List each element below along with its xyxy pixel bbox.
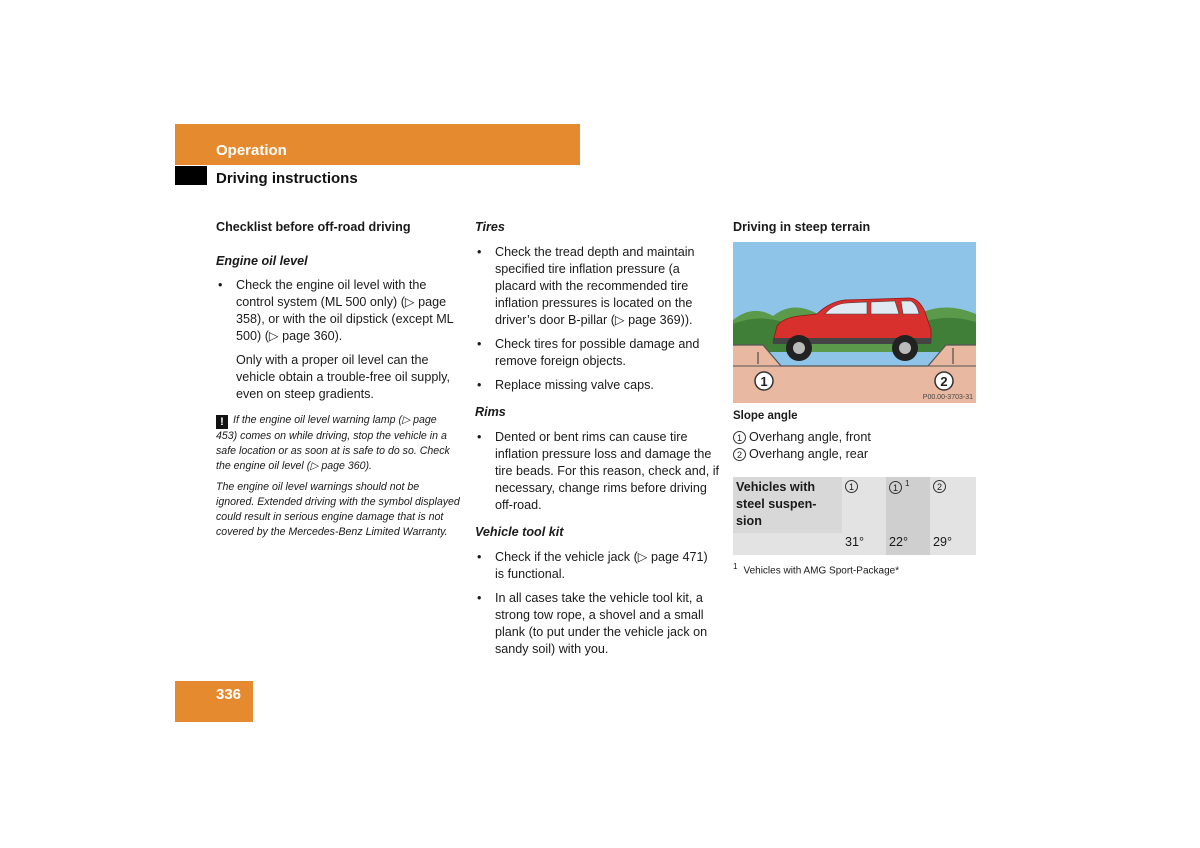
oil-heading: Engine oil level — [216, 254, 308, 268]
marker-2-label: 2 — [940, 374, 948, 389]
table-cell-rear: 29° — [930, 533, 976, 555]
section-marker — [175, 166, 207, 185]
section-title: Operation — [216, 142, 287, 159]
tires-bullet-3: • Replace missing valve caps. — [475, 377, 719, 394]
marker-1-label: 1 — [760, 374, 768, 389]
legend-1-number: 1 — [733, 431, 746, 444]
legend-item-1 — [733, 430, 871, 444]
tool-list — [475, 549, 719, 658]
footnote-mark: 1 — [733, 562, 738, 571]
warning-note-2: The engine oil level warnings should not be ignored. Extended driving with the symbol displayed could result in serious engine damage that is not covered by the Mercedes-Benz Limited Warranty. — [216, 481, 460, 538]
page-number: 336 — [216, 686, 242, 703]
tires-bullet-2: • Check tires for possible damage and remove foreign objects. — [475, 336, 719, 370]
warning-text-1: If the engine oil level warning lamp (▷ page 453) comes on while driving, stop the vehicle in a safe location or as soon at is safe to do so. Check the engine oil level (▷ page 360). — [216, 414, 450, 472]
footnote-text: Vehicles with AMG Sport-Package* — [743, 565, 900, 577]
page-number-box — [175, 681, 253, 722]
table-header-1-amg: 1 $^1$ — [886, 477, 930, 533]
table-cell-front: 31° — [842, 533, 886, 555]
tool-heading: Vehicle tool kit — [475, 525, 564, 539]
warning-icon: ! — [216, 415, 228, 429]
table-header-label: Vehicles with steel suspen-sion — [733, 477, 842, 533]
table-cell-empty — [733, 533, 842, 555]
overhang-angle-table — [733, 477, 976, 555]
illustration-code: P00.00-3703-31 — [922, 394, 973, 401]
table-header-row — [733, 477, 976, 533]
tires-bullet-1: • Check the tread depth and maintain specified tire inflation pressure (a placard with the recommended tire inflation pressures is located on the driver’s door B-pillar (▷ page 369)). — [475, 244, 719, 329]
steep-title: Driving in steep terrain — [733, 220, 871, 234]
legend-2-text: Overhang angle, rear — [749, 447, 869, 461]
oil-list — [216, 277, 460, 345]
table-header-2: 2 — [930, 477, 976, 533]
illustration-caption: Slope angle — [733, 410, 798, 422]
column-checklist — [216, 219, 460, 540]
warning-note-1 — [216, 413, 460, 474]
tires-list — [475, 244, 719, 394]
legend-1-text: Overhang angle, front — [749, 430, 871, 444]
checklist-title: Checklist before off-road driving — [216, 220, 411, 234]
oil-bullet: • Check the engine oil level with the control system (ML 500 only) (▷ page 358), or with the oil dipstick (except ML 500) (▷ page 360). — [216, 277, 460, 345]
column-tires — [475, 219, 719, 665]
tires-heading: Tires — [475, 220, 505, 234]
slope-angle-illustration — [733, 242, 976, 403]
subsection-title: Driving instructions — [216, 170, 358, 187]
tool-bullet-1: • Check if the vehicle jack (▷ page 471) is functional. — [475, 549, 719, 583]
rims-bullet-1: • Dented or bent rims can cause tire inflation pressure loss and damage the tire beads. For this reason, check and, if necessary, change rims before driving off-road. — [475, 429, 719, 514]
column-steep-terrain — [733, 219, 976, 236]
table-row — [733, 533, 976, 555]
rims-heading: Rims — [475, 405, 506, 419]
rims-list — [475, 429, 719, 514]
table-cell-front-amg: 22° — [886, 533, 930, 555]
legend-2-number: 2 — [733, 448, 746, 461]
oil-paragraph: Only with a proper oil level can the vehicle obtain a trouble-free oil supply, even on steep gradients. — [236, 353, 450, 401]
table-header-1: 1 — [842, 477, 886, 533]
legend-item-2 — [733, 447, 868, 461]
table-footnote — [733, 562, 899, 576]
tool-bullet-2: • In all cases take the vehicle tool kit, a strong tow rope, a shovel and a small plank (to put under the vehicle jack on sandy soil) with you. — [475, 590, 719, 658]
